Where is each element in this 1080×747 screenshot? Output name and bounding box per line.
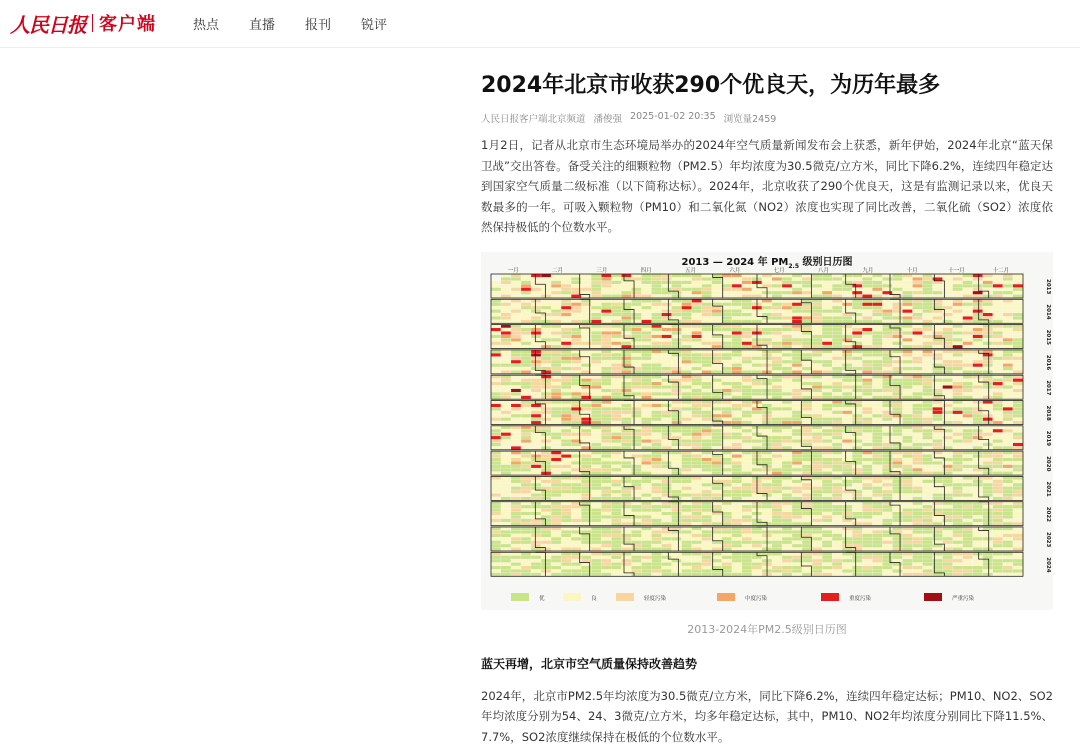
image-caption: 2013-2024年PM2.5级别日历图 [481,621,1053,637]
nav-item-papers[interactable]: 报刊 [305,14,331,33]
article-body: 2024年，北京市PM2.5年均浓度为30.5微克/立方米，同比下降6.2%，连续四年稳定达标；PM10、NO2、SO2年均浓度分别为54、24、3微克/立方米，均多年稳定达标，其中，PM10、NO2年均浓度分别同比下降11.5%、7.7%，SO2浓度继续保持在极低的个位数水平。 [481,686,1053,747]
nav-item-hot[interactable]: 热点 [193,14,219,33]
month-label: 四月 [641,266,652,274]
year-row [491,274,1051,298]
legend-label: 严重污染 [952,594,975,602]
logo-people-daily: 人民日报 [10,9,86,38]
legend-swatch [924,593,942,601]
article-author: 潘俊强 [594,111,623,125]
month-label: 一月 [508,266,519,274]
year-row [491,349,1051,373]
legend-swatch [616,593,634,601]
chart-title: 2013 — 2024 年 $PM_{2.5}$ 级别日历图 [682,255,853,270]
month-label: 十二月 [993,266,1010,274]
legend-swatch [511,593,529,601]
legend-label: 重度污染 [849,594,872,602]
article-source: 人民日报客户端北京频道 [481,111,586,125]
legend-swatch [717,593,735,601]
month-label: 十一月 [948,266,965,274]
year-label: 2017 [1045,380,1051,395]
legend-swatch [821,593,839,601]
year-row [491,324,1051,348]
logo-divider [92,14,93,32]
year-label: 2015 [1045,329,1051,344]
year-row [491,375,1051,399]
legend-label: 中度污染 [745,594,768,602]
top-header [0,0,1080,48]
legend-swatch [563,593,581,601]
year-label: 2023 [1045,531,1051,546]
nav-item-commentary[interactable]: 锐评 [361,14,387,33]
month-label: 二月 [552,266,563,274]
article-image[interactable] [481,252,1053,610]
nav-item-live[interactable]: 直播 [249,14,275,33]
section-heading: 蓝天再增，北京市空气质量保持改善趋势 [481,655,1053,672]
month-label: 五月 [685,266,696,274]
year-label: 2020 [1045,456,1051,471]
year-label: 2014 [1045,304,1051,319]
year-row [491,425,1051,449]
legend-label: 优 [539,594,545,602]
legend-label: 良 [591,594,597,602]
pm25-calendar-chart [481,252,1053,610]
article-intro: 1月2日，记者从北京市生态环境局举办的2024年空气质量新闻发布会上获悉，新年伊始，2024年北京“蓝天保卫战”交出答卷。备受关注的细颗粒物（PM2.5）年均浓度为30.5微克/立方米，同比下降6.2%，连续四年稳定达到国家空气质量二级标准（以下简称达标）。2024年，北京收获了290个优良天，这是有监测记录以来，优良天数最多的一年。可吸入颗粒物（PM10）和二氧化氮（NO2）浓度也实现了同比改善，二氧化硫（SO2）浓度依然保持极低的个位数水平。 [481,135,1053,238]
month-label: 六月 [729,266,740,274]
logo[interactable] [10,9,156,37]
year-row [491,552,1051,576]
year-row [491,501,1051,525]
year-row [491,400,1051,424]
article-meta [481,111,1053,125]
month-label: 八月 [818,266,829,274]
main-nav [193,14,417,33]
year-label: 2013 [1045,278,1051,293]
year-label: 2021 [1045,481,1051,496]
year-label: 2019 [1045,430,1051,445]
article-title: 2024年北京市收获290个优良天，为历年最多 [481,70,1053,102]
year-row [491,476,1051,500]
month-label: 九月 [862,266,873,274]
article [481,70,1053,747]
month-label: 七月 [774,266,785,274]
year-row [491,299,1051,323]
article-views: 浏览量2459 [724,111,777,125]
legend-label: 轻度污染 [644,594,667,602]
month-label: 三月 [596,266,607,274]
year-label: 2022 [1045,506,1051,521]
logo-client: 客户端 [99,10,156,36]
year-label: 2018 [1045,405,1051,420]
year-row [491,451,1051,475]
year-label: 2016 [1045,354,1051,369]
month-label: 十月 [907,266,918,274]
article-time: 2025-01-02 20:35 [630,111,716,125]
year-label: 2024 [1045,557,1051,572]
year-row [491,527,1051,551]
